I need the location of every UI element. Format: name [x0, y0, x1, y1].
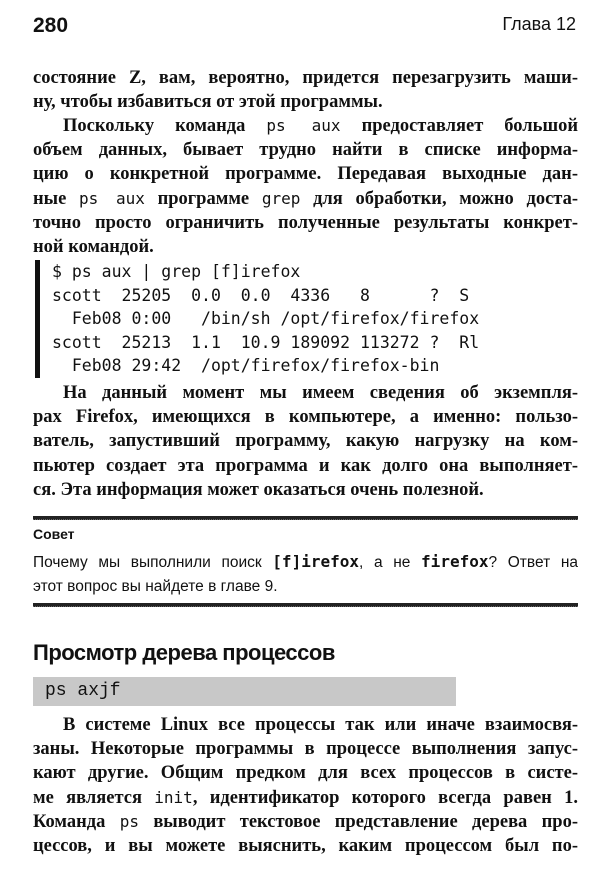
text-line: заны. Некоторые программы в процессе выполнения запус-: [33, 739, 578, 760]
code-line: scott 25213 1.1 10.9 189092 113272 ? Rl: [52, 332, 480, 352]
text-line: кают другие. Общим предком для всех процессов в систе-: [33, 763, 578, 784]
divider: [33, 516, 578, 520]
text-line: рах Firefox, имеющихся в компьютере, а именно: пользо-: [33, 407, 578, 428]
text-line: пьютер создает эта программа и как долго она выполняет-: [33, 455, 578, 476]
text-line: ной командой.: [33, 237, 154, 258]
text: программе: [144, 188, 262, 209]
paragraph-2: [33, 114, 578, 259]
inline-code: firefox: [421, 552, 489, 571]
text: Команда: [33, 811, 120, 832]
text-line: цию о конкретной программе. Передавая выходные дан-: [33, 164, 578, 185]
text-line: цессов, и вы можете выяснить, каким процессом был по-: [33, 836, 578, 857]
text: , а не: [359, 554, 422, 571]
paragraph-4: [33, 713, 578, 858]
paragraph-3: [33, 381, 578, 502]
section-heading: Просмотр дерева процессов: [33, 640, 335, 665]
text-line: состояние Z, вам, вероятно, придется перезагрузить маши-: [33, 68, 578, 88]
code-line: $ ps aux | grep [f]irefox: [52, 262, 301, 281]
tip-title: Совет: [33, 526, 75, 542]
text: предоставляет большой: [340, 116, 578, 136]
text-line: [33, 114, 578, 138]
text: Поскольку команда: [63, 116, 267, 136]
text-line: В системе Linux все процессы так или иначе взаимосвя-: [63, 715, 578, 735]
text-line: ватель, запустивший программу, какую нагрузку на ком-: [33, 431, 578, 452]
text: ме является: [33, 787, 155, 808]
text: Почему мы выполнили поиск: [33, 554, 273, 571]
paragraph-1: [33, 66, 578, 114]
text: для обработки, можно доста-: [300, 188, 578, 209]
text-line: этот вопрос вы найдете в главе 9.: [33, 578, 278, 595]
code-line: scott 25205 0.0 0.0 4336 8 ? S: [52, 285, 470, 305]
chapter-title: Глава 12: [502, 14, 576, 34]
text-line: ну, чтобы избавиться от этой программы.: [33, 92, 383, 113]
divider: [33, 603, 578, 607]
text-line: ся. Эта информация может оказаться очень полезной.: [33, 479, 484, 500]
inline-code: init: [154, 787, 193, 807]
text: , идентификатор которого всегда равен 1.: [192, 787, 578, 808]
text-line: [33, 810, 578, 834]
code-block: [35, 260, 479, 378]
tip-text: [33, 550, 578, 599]
inline-code: ps: [119, 811, 139, 831]
page-number: 280: [33, 14, 69, 37]
command-box: ps axjf: [33, 677, 456, 706]
text-line: объем данных, бывает трудно найти в списке информа-: [33, 140, 578, 161]
inline-code: grep: [261, 188, 301, 208]
code-line: Feb08 0:00 /bin/sh /opt/firefox/firefox: [52, 309, 480, 328]
inline-code: [f]irefox: [272, 552, 359, 571]
inline-code: ps aux: [266, 116, 341, 135]
text: выводит текстовое представление дерева про-: [138, 811, 578, 832]
text-line: [33, 786, 578, 810]
text-line: [33, 187, 578, 211]
text-line: точно просто ограничить полученные результаты конкрет-: [33, 212, 578, 233]
text: ? Ответ на: [488, 554, 578, 571]
text: ные: [33, 188, 80, 209]
code-line: Feb08 29:42 /opt/firefox/firefox-bin: [52, 356, 440, 375]
text-line: На данный момент мы имеем сведения об экземпля-: [63, 383, 578, 403]
inline-code: ps aux: [79, 188, 145, 208]
